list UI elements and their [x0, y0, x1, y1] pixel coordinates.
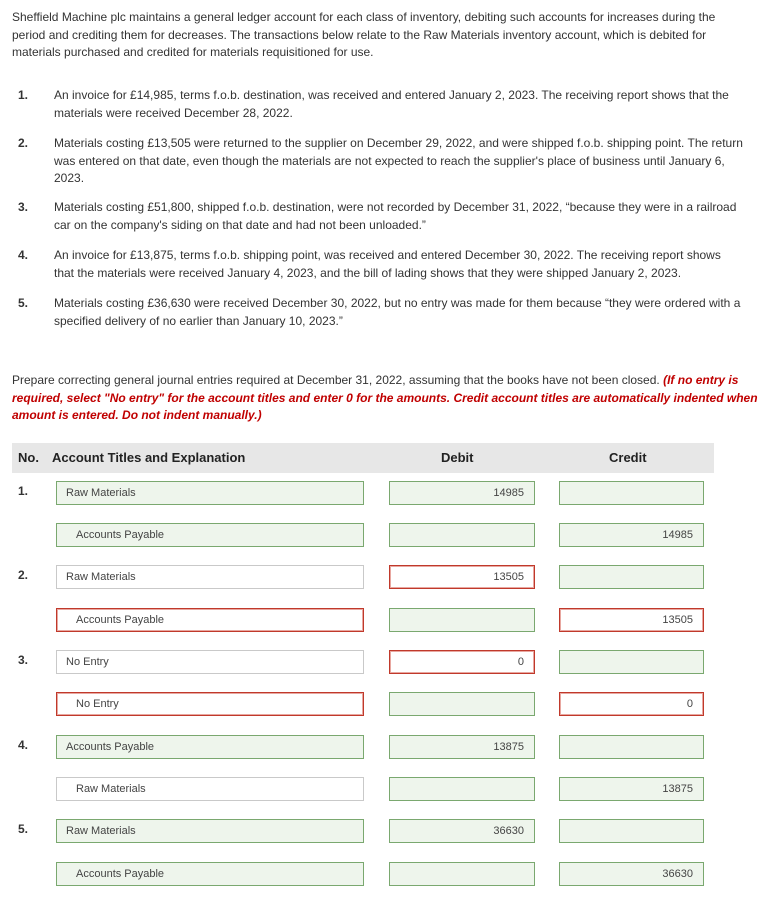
journal-row — [0, 819, 762, 847]
transaction-text: An invoice for £14,985, terms f.o.b. destination, was received and entered January 2, 2023. The receiving report shows that the materials were received December 28, 2022. — [54, 88, 729, 120]
debit-input[interactable]: 36630 — [389, 819, 535, 843]
transaction-text: Materials costing £13,505 were returned to the supplier on December 29, 2022, and were shipped f.o.b. shipping point. The return was entered on that date, even though the materials are not expected to reach the supplier's place of business until January 6, 2023. — [54, 136, 743, 185]
instructions-note: (If no entry is required, select "No entry" for the account titles and enter 0 for the amounts. Credit account titles are automatically indented when amount is entered. Do not indent manually.) — [12, 373, 758, 422]
account-title-input[interactable]: Accounts Payable — [56, 523, 364, 547]
debit-input[interactable] — [389, 523, 535, 547]
transaction-number: 4. — [18, 248, 29, 262]
entry-number: 5. — [18, 822, 29, 836]
account-title-input[interactable]: Raw Materials — [56, 777, 364, 801]
transaction-number: 2. — [18, 136, 29, 150]
debit-input[interactable]: 13875 — [389, 735, 535, 759]
credit-input[interactable] — [559, 565, 704, 589]
journal-row — [0, 692, 762, 720]
transaction-text: Materials costing £51,800, shipped f.o.b. destination, were not recorded by December 31, 2022, “because they were in a railroad car on the company's siding on that date and had not been unloaded.” — [54, 200, 737, 232]
account-title-input[interactable]: No Entry — [56, 692, 364, 716]
journal-row — [0, 608, 762, 636]
problem-intro: Sheffield Machine plc maintains a general ledger account for each class of inventory, debiting such accounts for increases during the period and crediting them for decreases. The transactions below relate to the Raw Materials inventory account, which is debited for materials purchased and credited for materials requisitioned for use. — [12, 10, 716, 59]
debit-input[interactable]: 13505 — [389, 565, 535, 589]
debit-input[interactable] — [389, 862, 535, 886]
journal-row — [0, 862, 762, 890]
account-title-input[interactable]: No Entry — [56, 650, 364, 674]
journal-table-header — [12, 443, 714, 473]
header-credit: Credit — [609, 450, 647, 465]
debit-input[interactable] — [389, 692, 535, 716]
header-no: No. — [18, 450, 39, 465]
credit-input[interactable] — [559, 735, 704, 759]
header-account: Account Titles and Explanation — [52, 450, 246, 465]
journal-row — [0, 650, 762, 678]
debit-input[interactable]: 14985 — [389, 481, 535, 505]
credit-input[interactable]: 36630 — [559, 862, 704, 886]
instructions-text: Prepare correcting general journal entries required at December 31, 2022, assuming that the books have not been closed. — [12, 373, 660, 387]
debit-input[interactable] — [389, 777, 535, 801]
account-title-input[interactable]: Accounts Payable — [56, 862, 364, 886]
transaction-number: 5. — [18, 296, 29, 310]
credit-input[interactable] — [559, 481, 704, 505]
account-title-input[interactable]: Raw Materials — [56, 565, 364, 589]
entry-number: 1. — [18, 484, 29, 498]
journal-row — [0, 565, 762, 593]
account-title-input[interactable]: Raw Materials — [56, 819, 364, 843]
credit-input[interactable]: 13875 — [559, 777, 704, 801]
journal-row — [0, 481, 762, 509]
account-title-input[interactable]: Accounts Payable — [56, 608, 364, 632]
account-title-input[interactable]: Accounts Payable — [56, 735, 364, 759]
credit-input[interactable]: 14985 — [559, 523, 704, 547]
journal-row — [0, 777, 762, 805]
transaction-text: An invoice for £13,875, terms f.o.b. shipping point, was received and entered December 30, 2022. The receiving report shows that the materials were received January 4, 2023, and the bill of lading shows that they were shipped January 2, 2023. — [54, 248, 721, 280]
credit-input[interactable] — [559, 819, 704, 843]
debit-input[interactable]: 0 — [389, 650, 535, 674]
instructions — [12, 372, 760, 425]
journal-row — [0, 735, 762, 763]
transaction-number: 1. — [18, 88, 29, 102]
entry-number: 4. — [18, 738, 29, 752]
transaction-text: Materials costing £36,630 were received December 30, 2022, but no entry was made for them because “they were ordered with a specified delivery of no earlier than January 10, 2023.” — [54, 296, 741, 328]
credit-input[interactable]: 13505 — [559, 608, 704, 632]
entry-number: 3. — [18, 653, 29, 667]
header-debit: Debit — [441, 450, 474, 465]
entry-number: 2. — [18, 568, 29, 582]
debit-input[interactable] — [389, 608, 535, 632]
account-title-input[interactable]: Raw Materials — [56, 481, 364, 505]
journal-row — [0, 523, 762, 551]
credit-input[interactable]: 0 — [559, 692, 704, 716]
transaction-number: 3. — [18, 200, 29, 214]
credit-input[interactable] — [559, 650, 704, 674]
